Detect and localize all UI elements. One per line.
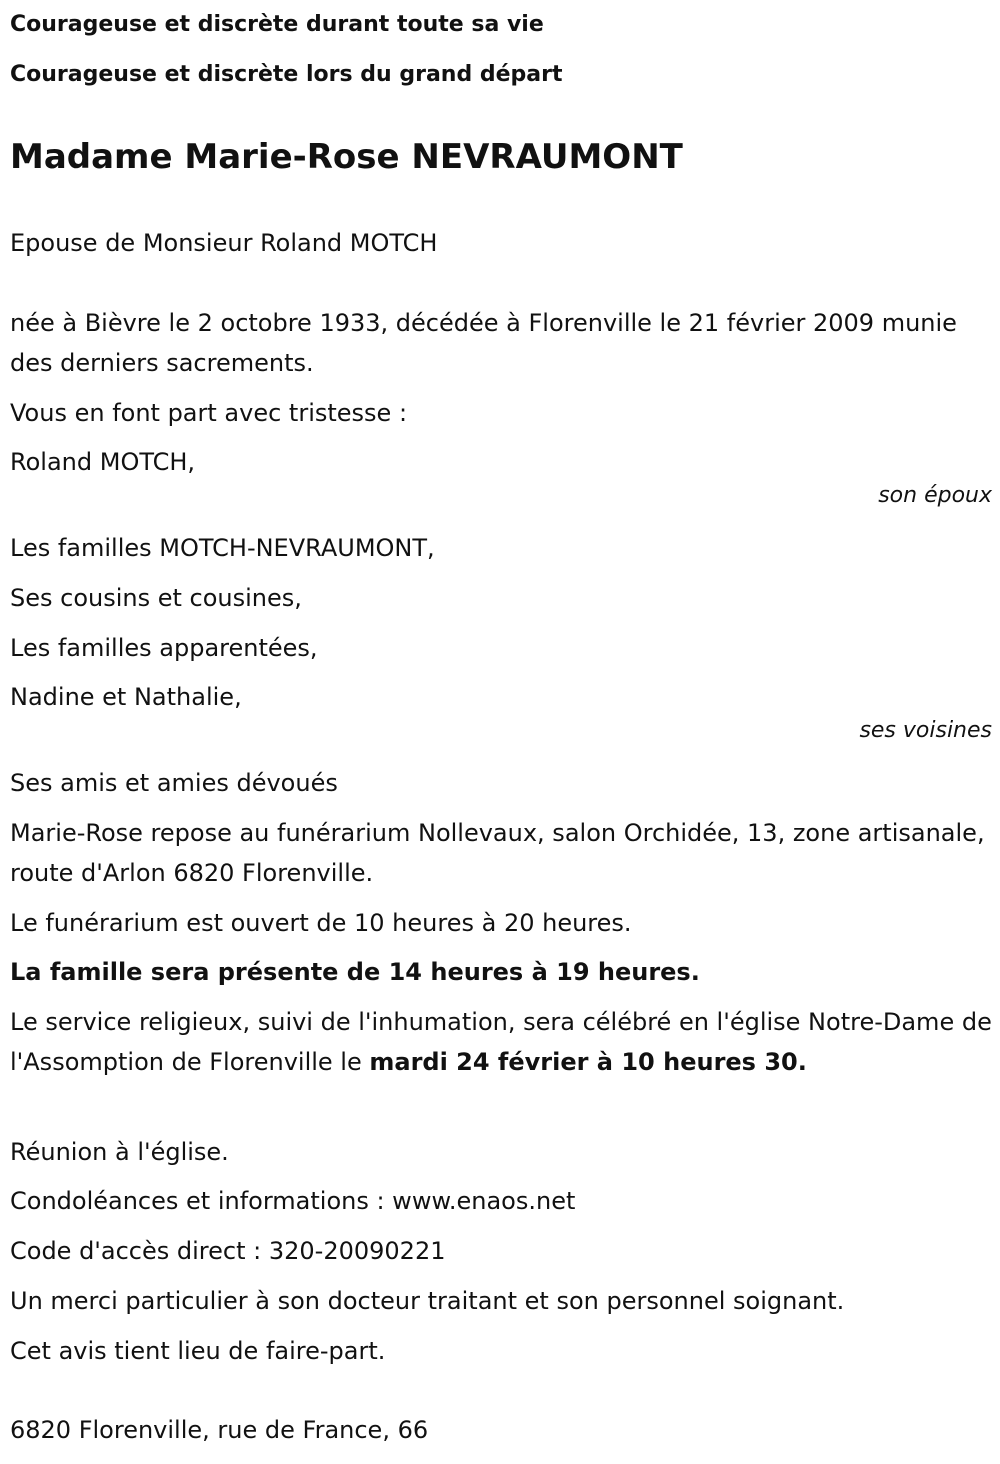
family-friends: Ses amis et amies dévoués	[10, 769, 338, 797]
family-motch: Les familles MOTCH-NEVRAUMONT,	[10, 534, 435, 562]
reunion: Réunion à l'église.	[10, 1138, 229, 1166]
thanks: Un merci particulier à son docteur traitant et son personnel soignant.	[10, 1287, 845, 1315]
service-date: mardi 24 février à 10 heures 30.	[369, 1048, 807, 1076]
notice: Cet avis tient lieu de faire-part.	[10, 1337, 386, 1365]
family-roland: Roland MOTCH,	[10, 448, 196, 476]
condolences: Condoléances et informations : www.enaos.net	[10, 1187, 576, 1215]
funerarium: Marie-Rose repose au funérarium Nollevaux, salon Orchidée, 13, zone artisanale, route d'Arlon 6820 Florenville.	[10, 819, 985, 887]
birth-death: née à Bièvre le 2 octobre 1933, décédée à Florenville le 21 février 2009 munie des derniers sacrements.	[10, 309, 957, 377]
page-title: Madame Marie-Rose NEVRAUMONT	[10, 137, 683, 177]
spouse-line: Epouse de Monsieur Roland MOTCH	[10, 229, 438, 257]
access-code: Code d'accès direct : 320-20090221	[10, 1237, 446, 1265]
announce: Vous en font part avec tristesse :	[10, 399, 408, 427]
header-line-2: Courageuse et discrète lors du grand départ	[10, 62, 563, 87]
family-neighbours: Nadine et Nathalie,	[10, 683, 242, 711]
family-cousins: Ses cousins et cousines,	[10, 584, 302, 612]
address: 6820 Florenville, rue de France, 66	[10, 1416, 429, 1444]
header-line-1: Courageuse et discrète durant toute sa vie	[10, 12, 544, 37]
family-neighbours-role: ses voisines	[859, 718, 992, 743]
family-apparentees: Les familles apparentées,	[10, 634, 318, 662]
family-roland-role: son époux	[878, 483, 992, 508]
family-presence: La famille sera présente de 14 heures à 19 heures.	[10, 958, 700, 986]
service-info	[10, 1002, 992, 1082]
service-text: Le service religieux, suivi de l'inhumation, sera célébré en l'église Notre-Dame de l'Assomption de Florenville le	[10, 1008, 992, 1076]
opening-hours: Le funérarium est ouvert de 10 heures à 20 heures.	[10, 909, 632, 937]
